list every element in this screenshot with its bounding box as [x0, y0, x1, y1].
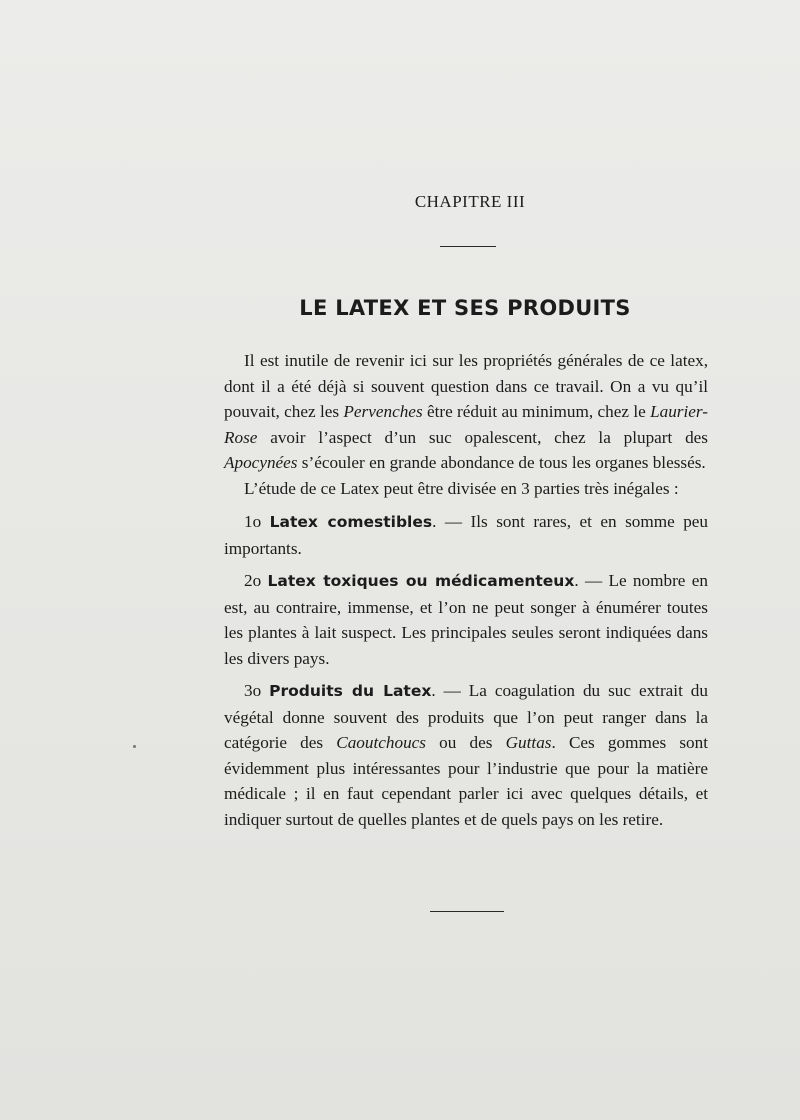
item-text: ou des: [426, 733, 506, 752]
item-number: 1o: [244, 512, 262, 531]
item-heading: Latex comestibles: [269, 513, 433, 531]
item-text: . — Le nombre en est, au contraire, immense, et l’on ne peut songer à énumérer toutes les plantes à lait suspect. Les principales seules seront indiquées dans les divers pays.: [224, 571, 708, 668]
end-divider: [430, 911, 504, 912]
item-text: . Ces gommes sont évidemment plus intéressantes pour l’industrie que pour la matière médicale ; il en faut cependant parler ici avec quelques détails, et indiquer surtout de quelles plantes et de quels pays on les retire.: [224, 733, 708, 829]
intro-text: être réduit au minimum, chez le: [422, 402, 651, 421]
division-paragraph: L’étude de ce Latex peut être divisée en 3 parties très inégales :: [244, 478, 679, 498]
intro-paragraph: [224, 348, 708, 476]
intro-term: Pervenches: [343, 402, 423, 421]
ink-speck: [133, 745, 136, 748]
list-item: [224, 568, 708, 671]
intro-text: Il est inutile de revenir ici sur les propriétés générales de ce latex, dont il a été déjà si souvent question dans ce travail. On a vu qu’il pouvait, chez les: [224, 351, 708, 421]
item-heading: Latex toxiques ou médicamenteux: [267, 572, 575, 590]
chapter-heading: CHAPITRE III: [414, 192, 526, 211]
chapter-divider: [440, 246, 496, 247]
item-heading: Produits du Latex: [269, 682, 432, 700]
item-number: 3o: [244, 681, 262, 700]
chapter-title: LE LATEX ET SES PRODUITS: [299, 296, 631, 320]
list-item: [224, 678, 708, 832]
item-term: Caoutchoucs: [336, 733, 426, 752]
list-item: [224, 509, 708, 561]
item-text: . — La coagulation du suc extrait du végétal donne souvent des produits que l’on peut ranger dans la catégorie des: [224, 681, 708, 752]
intro-text: s’écouler en grande abondance de tous les organes blessés.: [297, 453, 706, 472]
item-text: . — Ils sont rares, et en somme peu importants.: [224, 512, 709, 558]
intro-term: Apocynées: [224, 453, 298, 472]
item-number: 2o: [244, 571, 262, 590]
item-term: Guttas: [505, 733, 552, 752]
chapter-body: [224, 348, 708, 832]
intro-term: Laurier-Rose: [224, 402, 708, 447]
intro-text: avoir l’aspect d’un suc opalescent, chez la plupart des: [257, 427, 708, 447]
